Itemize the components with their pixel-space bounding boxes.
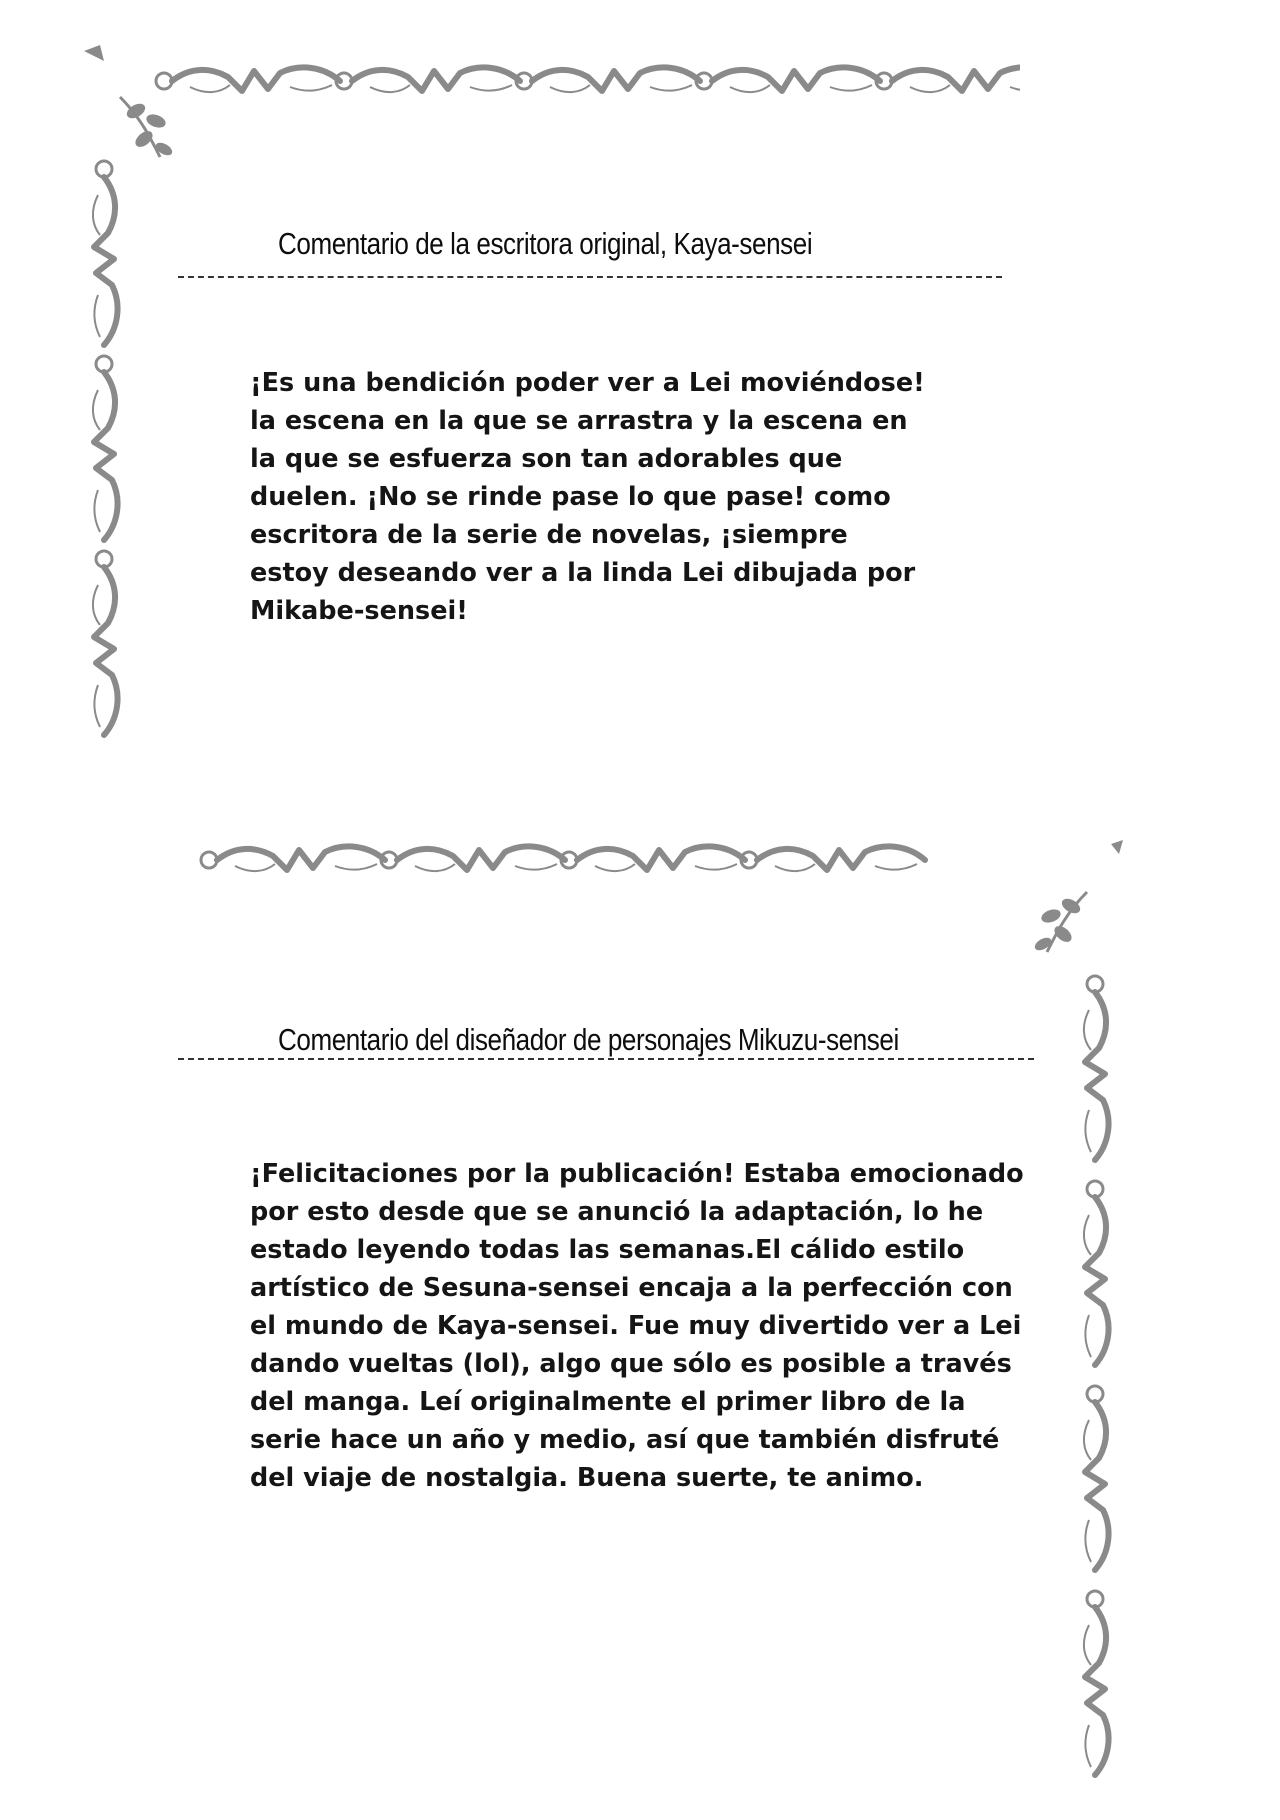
comment-line: estado leyendo todas las semanas.El cálido estilo bbox=[250, 1235, 965, 1265]
comment-line: del viaje de nostalgia. Buena suerte, te animo. bbox=[250, 1463, 924, 1493]
comment-line: escritora de la serie de novelas, ¡siempre bbox=[250, 520, 848, 550]
comment-line: ¡Es una bendición poder ver a Lei moviéndose! bbox=[250, 368, 925, 398]
comment-line: estoy deseando ver a la linda Lei dibujada por bbox=[250, 558, 916, 588]
section-title-designer: Comentario del diseñador de personajes Mikuzu-sensei bbox=[278, 1022, 899, 1057]
comment-line: Mikabe-sensei! bbox=[250, 596, 468, 626]
title-dashed-underline bbox=[178, 276, 1002, 278]
comment-line: el mundo de Kaya-sensei. Fue muy divertido ver a Lei bbox=[250, 1311, 1022, 1341]
title-dashed-underline bbox=[178, 1058, 1034, 1060]
section-title-writer: Comentario de la escritora original, Kaya-sensei bbox=[278, 226, 813, 261]
comment-line: dando vueltas (lol), algo que sólo es posible a través bbox=[250, 1349, 1012, 1379]
comment-line: serie hace un año y medio, así que también disfruté bbox=[250, 1425, 1000, 1455]
comment-line: ¡Felicitaciones por la publicación! Estaba emocionado bbox=[250, 1159, 1024, 1189]
comment-line: duelen. ¡No se rinde pase lo que pase! como bbox=[250, 482, 891, 512]
designer-comment-text bbox=[250, 1155, 1024, 1497]
comment-line: por esto desde que se anunció la adaptación, lo he bbox=[250, 1197, 984, 1227]
comment-line: la escena en la que se arrastra y la escena en bbox=[250, 406, 908, 436]
comment-line: artístico de Sesuna-sensei encaja a la perfección con bbox=[250, 1273, 1013, 1303]
comment-line: del manga. Leí originalmente el primer libro de la bbox=[250, 1387, 966, 1417]
writer-comment-text bbox=[250, 364, 925, 630]
comment-line: la que se esfuerza son tan adorables que bbox=[250, 444, 843, 474]
